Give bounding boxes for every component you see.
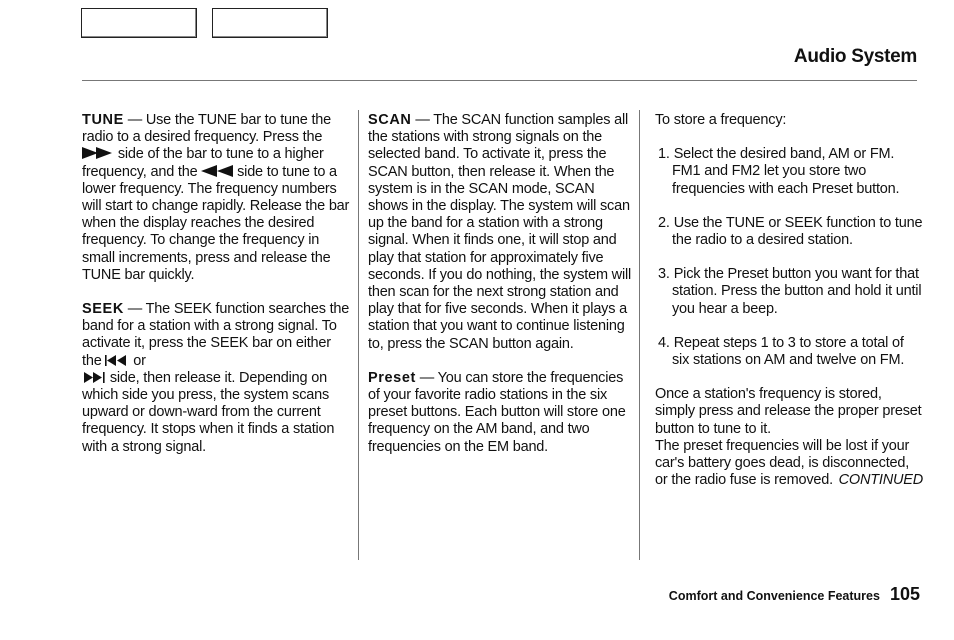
store-intro: To store a frequency:: [655, 112, 787, 128]
column-scan-preset: [368, 112, 634, 473]
preset-text: — You can store the frequencies of your favorite radio stations in the six preset buttons. Each button will store one frequency on the AM band, and two frequencies on the EM band.: [368, 369, 626, 455]
nav-prev-button[interactable]: [81, 8, 197, 38]
tune-term: TUNE: [82, 112, 124, 128]
scan-paragraph: [368, 112, 634, 353]
preset-term: Preset: [368, 369, 416, 386]
tune-paragraph: [82, 112, 354, 284]
column-divider-1: [358, 110, 359, 560]
tune-text-3: side to tune to a lower frequency. The frequency numbers will start to change rapidly. Release the bar when the display reaches the desired frequency. To change the frequency in small increments, press and release the TUNE bar quickly.: [82, 163, 350, 283]
fast-forward-icon: [82, 147, 114, 159]
seek-paragraph: [82, 301, 354, 456]
seek-term: SEEK: [82, 301, 124, 318]
skip-back-icon: [105, 355, 129, 366]
page-title: Audio System: [793, 46, 917, 67]
header-divider: [82, 80, 917, 81]
column-tune-seek: [82, 112, 354, 473]
tune-text-2: side of the bar to tune to a higher frequency, and the: [82, 146, 324, 180]
rewind-icon: [201, 165, 233, 177]
scan-text: — The SCAN function samples all the stations with strong signals on the selected band. To activate it, press the SCAN button, then release it. When the system is in the SCAN mode, SCAN shows in the display. The system will scan up the band for a station with a strong signal. When it finds one, it will stop and play that station for approximately five seconds. If you do nothing, the system will then scan for the next strong station and play that for five seconds. When it plays a station that you want to continue listening to, press the SCAN button again.: [368, 112, 632, 352]
seek-text-1: — The SEEK function searches the band for a station with a strong signal. To activate it, press the SEEK bar on either the: [82, 301, 350, 369]
footer-section-label: Comfort and Convenience Features: [668, 589, 880, 603]
column-divider-2: [639, 110, 640, 560]
page-footer: [669, 584, 920, 605]
store-steps-list: [655, 146, 923, 369]
nav-next-button[interactable]: [212, 8, 328, 38]
seek-or: or: [133, 352, 146, 369]
list-item: 2. Use the TUNE or SEEK function to tune the radio to a desired station.: [658, 214, 923, 249]
column-store-frequency: [655, 112, 923, 506]
skip-forward-icon: [82, 372, 106, 383]
store-outro-1: Once a station's frequency is stored, simply press and release the proper preset button to tune to it.: [655, 386, 922, 437]
list-item: 4. Repeat steps 1 to 3 to store a total of six stations on AM and twelve on FM.: [658, 334, 905, 369]
tune-text-1: — Use the TUNE bar to tune the radio to a desired frequency. Press the: [82, 112, 331, 146]
store-outro-2: The preset frequencies will be lost if your car's battery goes dead, is disconnected, or the radio fuse is removed. CONTINUED: [655, 437, 923, 489]
page-number: 105: [889, 584, 920, 604]
preset-paragraph: [368, 370, 634, 456]
seek-text-2: side, then release it. Depending on which side you press, the system scans upward or down-ward from the current frequency. It stops when it finds a station with a strong signal.: [82, 369, 335, 455]
list-item: 1. Select the desired band, AM or FM. FM1 and FM2 let you store two frequencies with each Preset button.: [658, 146, 900, 197]
list-item: 3. Pick the Preset button you want for that station. Press the button and hold it until you hear a beep.: [658, 266, 922, 317]
continued-label: CONTINUED: [838, 472, 923, 489]
scan-term: SCAN: [368, 112, 412, 128]
